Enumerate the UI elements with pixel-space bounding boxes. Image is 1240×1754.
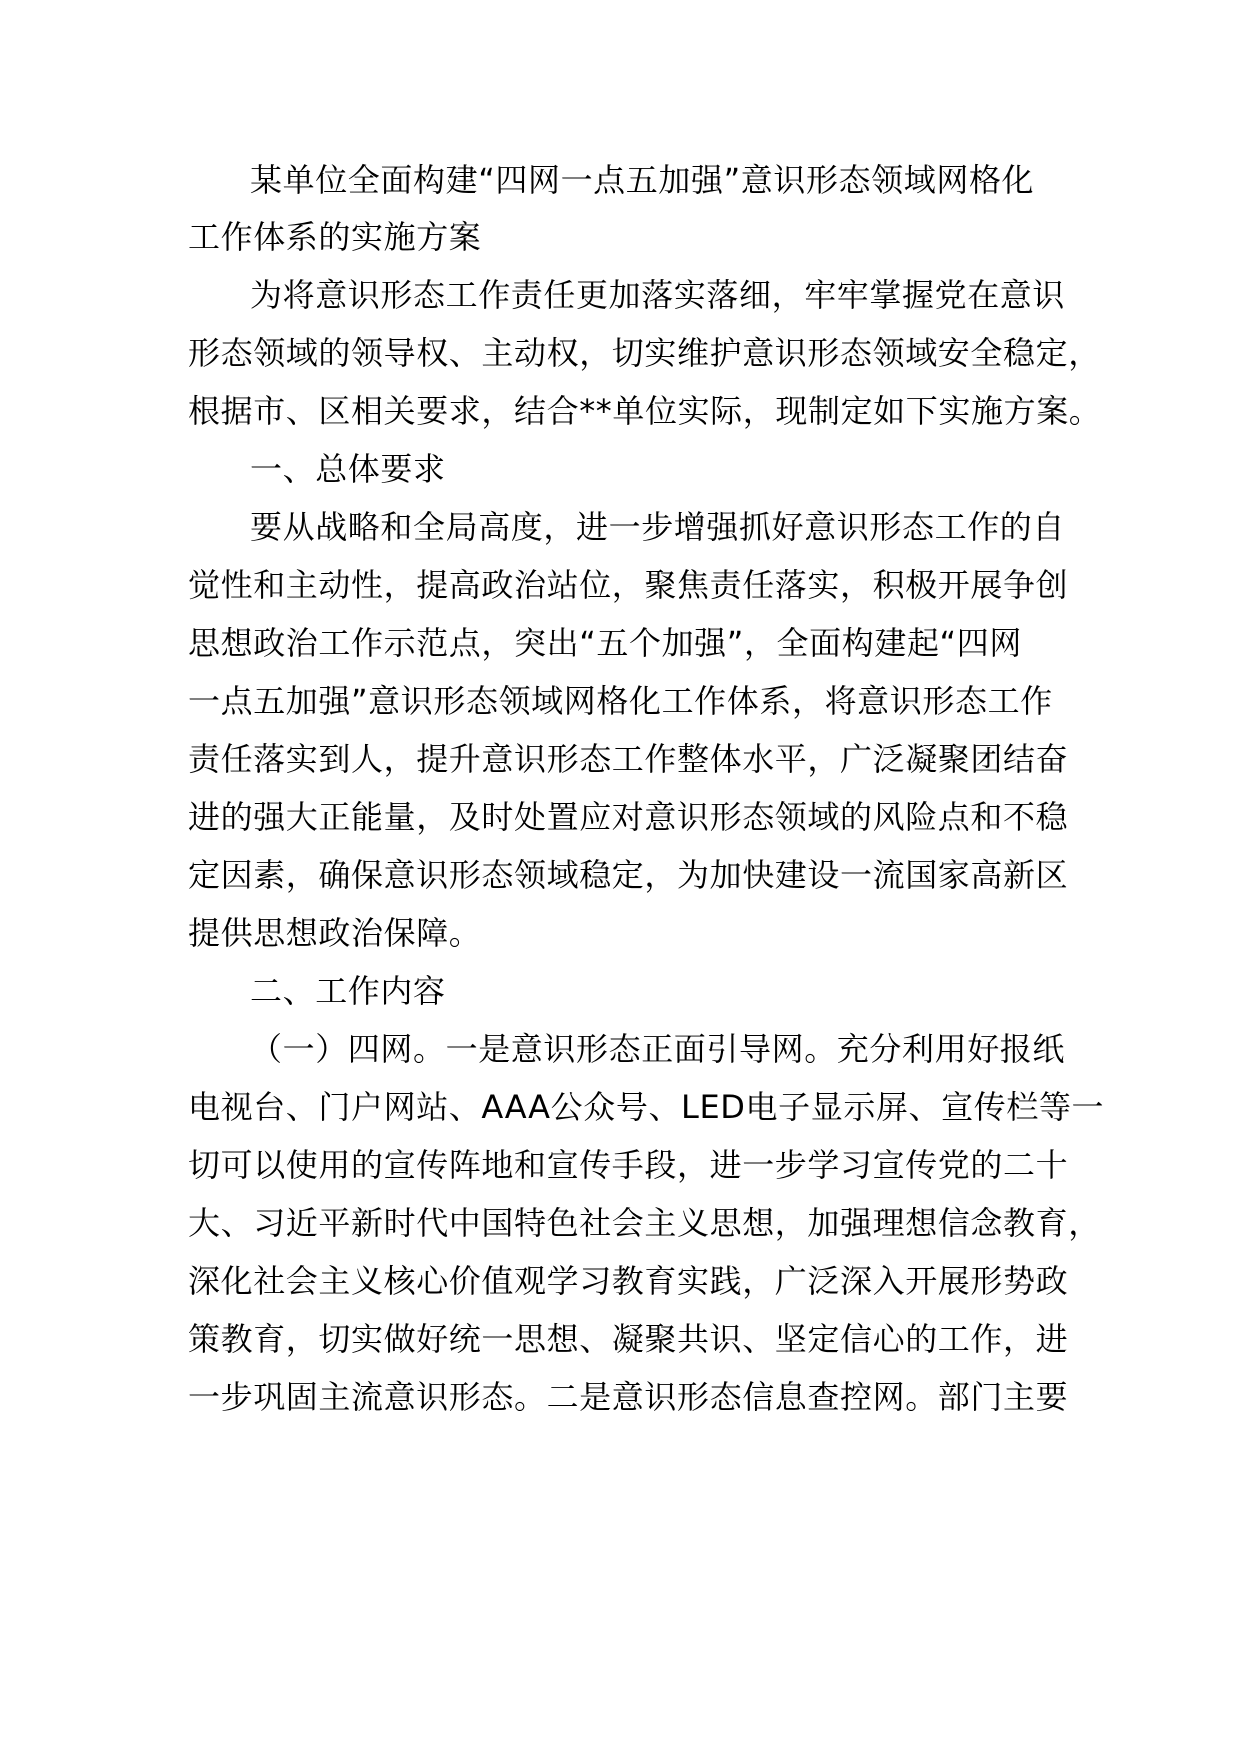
paragraph-line: 一点五加强”意识形态领域网格化工作体系，将意识形态工作 — [188, 682, 1053, 720]
paragraph-line: 提供思想政治保障。 — [188, 914, 482, 952]
document-title-line-1: 某单位全面构建“四网一点五加强”意识形态领域网格化 — [250, 161, 1035, 199]
paragraph-line: 进的强大正能量，及时处置应对意识形态领域的风险点和不稳 — [188, 798, 1069, 836]
paragraph-line: （一）四网。一是意识形态正面引导网。充分利用好报纸 — [250, 1030, 1066, 1068]
paragraph-line: 深化社会主义核心价值观学习教育实践，广泛深入开展形势政 — [188, 1262, 1069, 1300]
paragraph-line: 为将意识形态工作责任更加落实落细，牢牢掌握党在意识 — [250, 276, 1066, 314]
paragraph-line: 电视台、门户网站、AAA公众号、LED电子显示屏、宣传栏等一 — [188, 1088, 1105, 1126]
paragraph-line: 要从战略和全局高度，进一步增强抓好意识形态工作的自 — [250, 508, 1066, 546]
paragraph-line: 责任落实到人，提升意识形态工作整体水平，广泛凝聚团结奋 — [188, 740, 1069, 778]
paragraph-line: 一步巩固主流意识形态。二是意识形态信息查控网。部门主要 — [188, 1378, 1069, 1416]
paragraph-line: 形态领域的领导权、主动权，切实维护意识形态领域安全稳定， — [188, 334, 1101, 372]
paragraph-line: 定因素，确保意识形态领域稳定，为加快建设一流国家高新区 — [188, 856, 1069, 894]
paragraph-line: 切可以使用的宣传阵地和宣传手段，进一步学习宣传党的二十 — [188, 1146, 1069, 1184]
paragraph-line: 大、习近平新时代中国特色社会主义思想，加强理想信念教育， — [188, 1204, 1101, 1242]
section-heading-1: 一、总体要求 — [250, 450, 446, 488]
paragraph-line: 思想政治工作示范点，突出“五个加强”，全面构建起“四网 — [188, 624, 1022, 662]
document-title-line-2: 工作体系的实施方案 — [188, 218, 482, 256]
paragraph-line: 策教育，切实做好统一思想、凝聚共识、坚定信心的工作，进 — [188, 1320, 1069, 1358]
section-heading-2: 二、工作内容 — [250, 972, 446, 1010]
paragraph-line: 觉性和主动性，提高政治站位，聚焦责任落实，积极开展争创 — [188, 566, 1069, 604]
paragraph-line: 根据市、区相关要求，结合**单位实际，现制定如下实施方案。 — [188, 392, 1102, 430]
